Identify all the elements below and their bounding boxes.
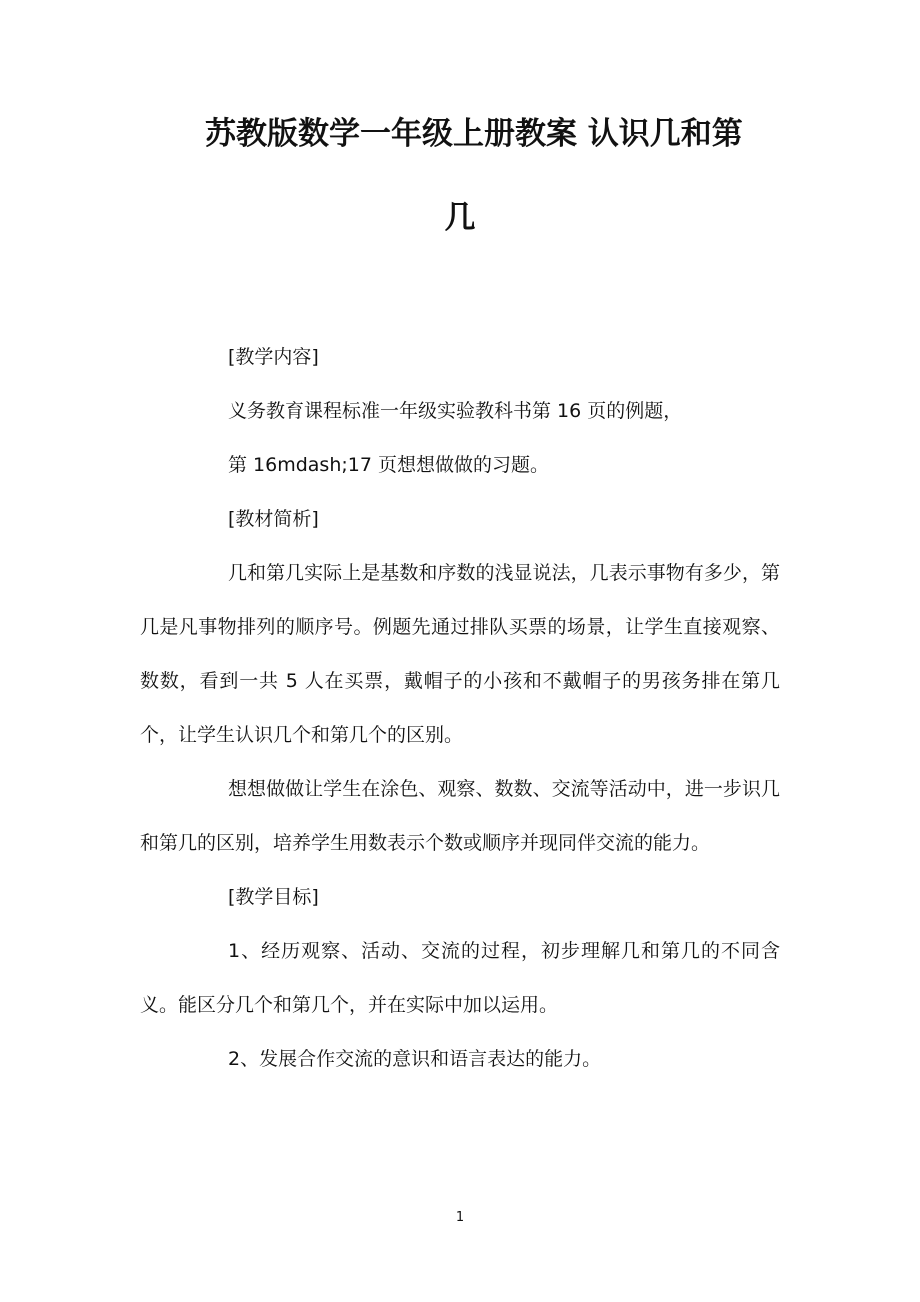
section-heading-material-analysis: [教材简析] <box>228 508 319 530</box>
paragraph-content-line-2: 第 16mdash;17 页想想做做的习题。 <box>228 454 549 476</box>
section-heading-teaching-goals: [教学目标] <box>228 886 319 908</box>
section-heading-teaching-content: [教学内容] <box>228 346 319 368</box>
document-title-line-1: 苏教版数学一年级上册教案 认识几和第 <box>205 116 743 152</box>
page-number: 1 <box>455 1210 465 1225</box>
paragraph-material-analysis: 几和第几实际上是基数和序数的浅显说法，几表示事物有多少，第几是凡事物排列的顺序号。例题先通过排队买票的场景，让学生直接观察、数数，看到一共 5 人在买票，戴帽子的小孩和不戴帽子的男孩务排在第几个，让学生认识几个和第几个的区别。 <box>140 562 780 746</box>
document-title-line-2: 几 <box>444 200 476 236</box>
paragraph-practice: 想想做做让学生在涂色、观察、数数、交流等活动中，进一步识几和第几的区别，培养学生用数表示个数或顺序并现同伴交流的能力。 <box>140 778 780 854</box>
paragraph-goal-1: 1、经历观察、活动、交流的过程，初步理解几和第几的不同含义。能区分几个和第几个，并在实际中加以运用。 <box>140 940 780 1016</box>
paragraph-content-line-1: 义务教育课程标准一年级实验教科书第 16 页的例题， <box>228 400 683 422</box>
paragraph-goal-2: 2、发展合作交流的意识和语言表达的能力。 <box>228 1048 602 1070</box>
document-body <box>140 330 780 1086</box>
